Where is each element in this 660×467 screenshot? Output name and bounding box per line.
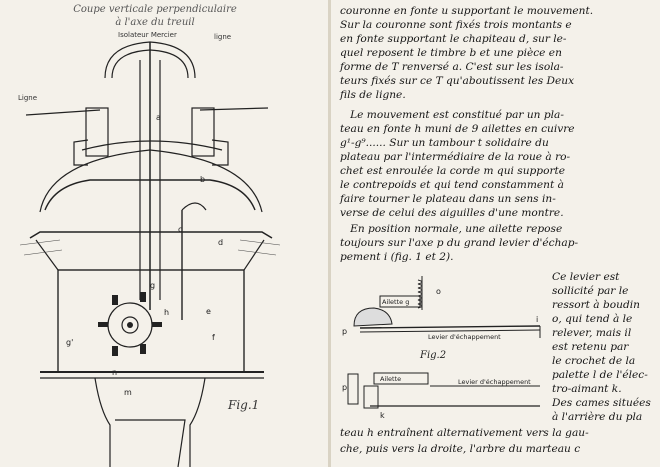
figure-2-caption: Fig.2 <box>420 350 447 361</box>
letter-c: c <box>178 225 183 234</box>
letter-d: d <box>218 238 224 247</box>
figure-1-subtitle: à l'axe du treuil <box>115 17 195 28</box>
text-page <box>330 0 660 467</box>
fig3-letter-p: p <box>342 383 348 392</box>
line-6: teurs fixés sur ce T qu'aboutissent les Deux <box>340 75 575 87</box>
letter-m: m <box>124 388 132 397</box>
letter-n: n <box>112 368 118 377</box>
side-line-7: le crochet de la <box>552 355 636 367</box>
letter-a: a <box>156 113 161 122</box>
line-8: Le mouvement est constitué par un pla- <box>340 109 564 121</box>
side-line-10: Des cames situées <box>552 397 651 409</box>
line-4: quel reposent le timbre b et une pièce en <box>340 47 562 59</box>
side-line-9: tro-aimant k. <box>552 383 622 395</box>
fig3-ailette-label: Ailette <box>380 375 402 383</box>
side-line-6: est retenu par <box>552 341 629 353</box>
letter-h: h <box>164 308 170 317</box>
bottom-line-2: che, puis vers la droite, l'arbre du marteau c <box>340 443 581 455</box>
side-line-8: palette l de l'élec- <box>552 369 648 381</box>
figure-2-3-drawing <box>340 266 555 426</box>
side-line-3: ressort à boudin <box>552 299 640 311</box>
line-14: faire tourner le plateau dans un sens in- <box>340 193 556 205</box>
figure-1-title: Coupe verticale perpendiculaire <box>73 4 237 15</box>
side-line-11: à l'arrière du pla <box>552 411 643 423</box>
line-12: chet est enroulée la corde m qui supporte <box>340 165 566 177</box>
line-3: en fonte supportant le chapiteau d, sur le- <box>340 33 567 45</box>
fig2-letter-p: p <box>342 327 348 336</box>
letter-g: g <box>150 281 156 290</box>
line-18: pement i (fig. 1 et 2). <box>340 251 454 263</box>
line-label-left: Ligne <box>18 94 38 102</box>
line-17: toujours sur l'axe p du grand levier d'échap- <box>340 237 579 249</box>
letter-e: e <box>206 307 211 316</box>
fig2-letter-o: o <box>436 287 441 296</box>
line-5: forme de T renversé a. C'est sur les isola- <box>340 61 564 73</box>
line-label-right: ligne <box>214 33 232 41</box>
letter-f: f <box>212 333 215 342</box>
side-line-1: Ce levier est <box>552 271 620 283</box>
fig3-letter-k: k <box>380 411 385 420</box>
fig2-levier-label: Levier d'échappement <box>428 333 501 341</box>
fig2-letter-i: i <box>536 315 539 324</box>
line-2: Sur la couronne sont fixés trois montants e <box>340 19 572 31</box>
line-16: En position normale, une ailette repose <box>340 223 563 235</box>
line-13: le contrepoids et qui tend constamment à <box>340 179 564 191</box>
side-line-4: o, qui tend à le <box>552 313 633 325</box>
bottom-line-1: teau h entraînent alternativement vers la gau- <box>340 427 589 439</box>
isolator-label: Isolateur Mercier <box>118 31 177 39</box>
side-line-5: relever, mais il <box>552 327 632 339</box>
letter-b: b <box>200 175 206 184</box>
fig3-levier-label: Levier d'échappement <box>458 378 531 386</box>
line-10: g¹-g⁹...... Sur un tambour t solidaire du <box>340 137 549 149</box>
line-9: teau en fonte h muni de 9 ailettes en cuivre <box>340 123 575 135</box>
line-11: plateau par l'intermédiaire de la roue à ro- <box>340 151 571 163</box>
figure-1-caption: Fig.1 <box>228 398 260 412</box>
line-7: fils de ligne. <box>340 89 406 101</box>
side-line-2: sollicité par le <box>552 285 629 297</box>
line-15: verse de celui des aiguilles d'une montre. <box>340 207 564 219</box>
fig2-ailette-label: Ailette g <box>382 298 410 306</box>
letter-g-prime: g' <box>66 338 74 347</box>
line-1: couronne en fonte u supportant le mouvement. <box>340 5 594 17</box>
